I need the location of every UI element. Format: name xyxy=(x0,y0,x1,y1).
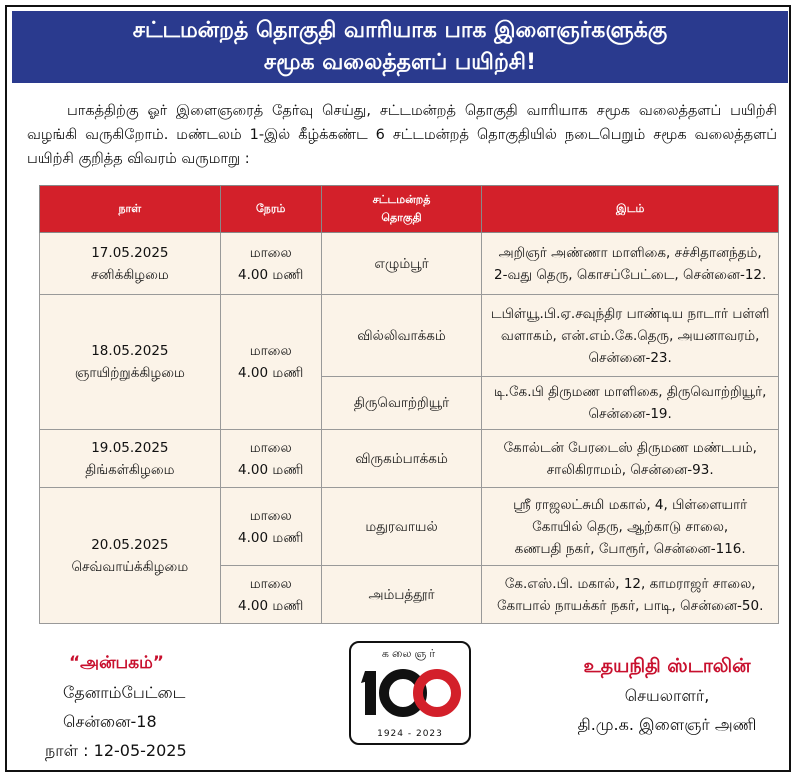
constituency-cell: அம்பத்தூர் xyxy=(321,566,482,624)
venue-line: 2-வது தெரு, கொசப்பேட்டை, சென்னை-12. xyxy=(494,266,767,283)
venue-line: கோபால் நாயக்கர் நகர், பாடி, சென்னை-50. xyxy=(496,597,764,614)
venue-cell xyxy=(482,430,779,488)
header-constituency xyxy=(321,186,482,233)
day: செவ்வாய்க்கிழமை xyxy=(71,558,189,575)
time-line2: 4.00 மணி xyxy=(238,597,304,614)
constituency-cell: திருவொற்றியூர் xyxy=(321,377,482,430)
issue-date-value: 12-05-2025 xyxy=(93,741,187,760)
time-line2: 4.00 மணி xyxy=(238,529,304,546)
header-time: நேரம் xyxy=(220,186,321,233)
constituency-cell: எழும்பூர் xyxy=(321,233,482,295)
kalaignar-100-logo xyxy=(349,641,471,745)
title-banner xyxy=(12,11,788,83)
signatory-org: தி.மு.க. இளைஞர் அணி xyxy=(577,715,757,734)
venue-line: சென்னை-23. xyxy=(588,349,672,366)
time-cell xyxy=(220,488,321,566)
time-line1: மாலை xyxy=(249,507,292,524)
time-cell xyxy=(220,233,321,295)
time-line2: 4.00 மணி xyxy=(238,461,304,478)
time-cell xyxy=(220,566,321,624)
venue-line: கோல்டன் பேரடைஸ் திருமண மண்டபம், xyxy=(503,439,757,456)
time-line1: மாலை xyxy=(249,343,292,359)
day: ஞாயிற்றுக்கிழமை xyxy=(74,365,185,381)
signatory-title: செயலாளர், xyxy=(624,686,710,705)
issue-date-label: நாள் : xyxy=(45,741,89,760)
time-line2: 4.00 மணி xyxy=(238,365,304,381)
venue-cell xyxy=(482,295,779,377)
issue-date xyxy=(45,736,245,765)
title-line-2: சமூக வலைத்தளப் பயிற்சி! xyxy=(263,50,537,75)
date: 18.05.2025 xyxy=(91,343,169,359)
venue-line: சாலிகிராமம், சென்னை-93. xyxy=(546,461,714,478)
time-cell xyxy=(220,295,321,430)
constituency-cell: வில்லிவாக்கம் xyxy=(321,295,482,377)
header-constituency-line2: தொகுதி xyxy=(381,211,422,224)
venue-line: அறிஞர் அண்ணா மாளிகை, சச்சிதானந்தம், xyxy=(498,244,762,261)
day: திங்கள்கிழமை xyxy=(85,461,175,478)
venue-line: ஸ்ரீ ராஜலட்சுமி மகால், 4, பிள்ளையார் xyxy=(513,496,748,513)
time-cell xyxy=(220,430,321,488)
time-line2: 4.00 மணி xyxy=(238,266,304,283)
day: சனிக்கிழமை xyxy=(90,266,169,283)
venue-line: டபிள்யூ.பி.ஏ.சவுந்திர பாண்டிய நாடார் பள்ளி xyxy=(490,305,770,322)
venue-line: டி.கே.பி திருமண மாளிகை, திருவொற்றியூர், xyxy=(493,384,767,400)
logo-years: 1924 - 2023 xyxy=(377,729,443,739)
signatory xyxy=(537,652,797,739)
poster-frame xyxy=(5,5,791,772)
constituency-cell: விருகம்பாக்கம் xyxy=(321,430,482,488)
logo-top-text: கலைஞர் xyxy=(381,647,439,660)
header-constituency-line1: சட்டமன்றத் xyxy=(372,193,431,206)
date: 20.05.2025 xyxy=(91,536,169,553)
office-city: சென்னை-18 xyxy=(63,712,157,731)
table-row xyxy=(40,295,779,377)
logo-100-graphic xyxy=(359,665,463,721)
time-line1: மாலை xyxy=(249,575,292,592)
venue-line: சென்னை-19. xyxy=(588,406,672,422)
table-row xyxy=(40,488,779,566)
header-date: நாள் xyxy=(40,186,221,233)
header-venue: இடம் xyxy=(482,186,779,233)
venue-cell xyxy=(482,233,779,295)
title-line-1: சட்டமன்றத் தொகுதி வாரியாக பாக இளைஞர்களுக்கு xyxy=(132,18,668,43)
venue-line: கணபதி நகர், போரூர், சென்னை-116. xyxy=(514,540,746,557)
date: 19.05.2025 xyxy=(91,439,169,456)
date-cell xyxy=(40,430,221,488)
table-header-row xyxy=(40,186,779,233)
intro-paragraph: பாகத்திற்கு ஓர் இளைஞரைத் தேர்வு செய்து, சட்டமன்றத் தொகுதி வாரியாக சமூக வலைத்தளப் பயிற்சி வழங்கி வருகிறோம். மண்டலம் 1-இல் கீழ்க்கண்ட 6 சட்டமன்றத் தொகுதியில் நடைபெறும் சமூக வலைத்தளப் பயிற்சி குறித்த விவரம் வருமாறு : xyxy=(27,103,777,167)
logo-number: 100 xyxy=(411,695,413,696)
table-row xyxy=(40,233,779,295)
table-row xyxy=(40,430,779,488)
date-cell xyxy=(40,295,221,430)
constituency-cell: மதுரவாயல் xyxy=(321,488,482,566)
office-name: “அன்பகம்” xyxy=(69,653,164,673)
signatory-name: உதயநிதி ஸ்டாலின் xyxy=(583,655,751,677)
venue-cell xyxy=(482,488,779,566)
footer-address xyxy=(45,649,245,765)
venue-cell xyxy=(482,377,779,430)
time-line1: மாலை xyxy=(249,439,292,456)
time-line1: மாலை xyxy=(249,244,292,261)
date-cell xyxy=(40,233,221,295)
venue-line: வளாகம், என்.எம்.கே.தெரு, அயனாவரம், xyxy=(500,327,760,344)
venue-cell xyxy=(482,566,779,624)
venue-line: கே.எஸ்.பி. மகால், 12, காமராஜர் சாலை, xyxy=(504,575,756,592)
office-area: தேனாம்பேட்டை xyxy=(63,683,186,702)
date-cell xyxy=(40,488,221,624)
date: 17.05.2025 xyxy=(91,244,169,261)
venue-line: கோயில் தெரு, ஆற்காடு சாலை, xyxy=(532,518,729,535)
schedule-table xyxy=(39,185,779,624)
